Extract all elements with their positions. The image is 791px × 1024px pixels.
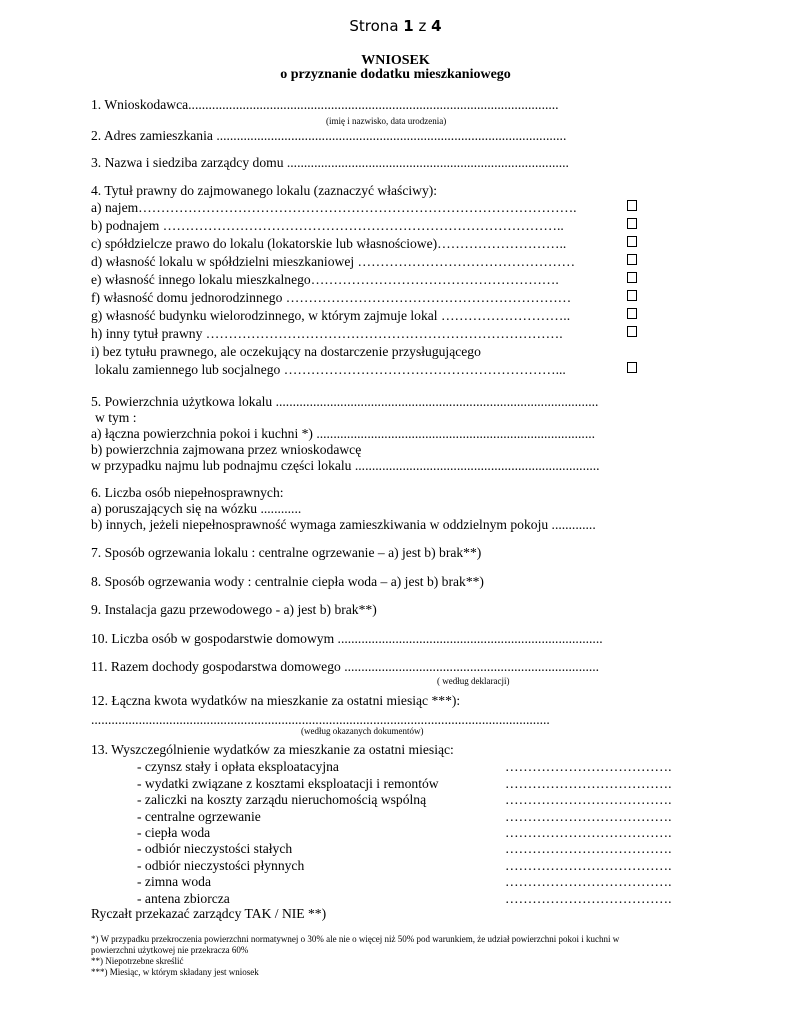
expense-item: - ciepła woda xyxy=(137,825,211,840)
hot-water-field[interactable]: 8. Sposób ogrzewania wody : centralnie ciepła woda – a) jest b) brak**) xyxy=(91,574,484,589)
legal-title-heading: 4. Tytuł prawny do zajmowanego lokalu (zaznaczyć właściwy): xyxy=(91,183,438,198)
expense-item-field[interactable]: ………………………………. xyxy=(505,759,672,774)
legal-title-option-cont: lokalu zamiennego lub socjalnego ……………………………………………………... xyxy=(95,362,566,377)
legal-title-option: f) własność domu jednorodzinnego ……………………………………………………… xyxy=(91,290,572,305)
footnote-1: *) W przypadku przekroczenia powierzchni normatywnej o 30% ale nie o więcej niż 50% pod warunkiem, że udział powierzchni pokoi i kuchni w xyxy=(91,934,620,944)
footnote-1-cont: powierzchni użytkowej nie przekracza 60% xyxy=(91,945,249,955)
occupied-area-label: b) powierzchnia zajmowana przez wnioskodawcę xyxy=(91,442,362,457)
page-total: 4 xyxy=(431,17,442,35)
expense-item-field[interactable]: ………………………………. xyxy=(505,792,672,807)
expense-item-field[interactable]: ………………………………. xyxy=(505,874,672,889)
page-label: Strona xyxy=(349,17,399,35)
expense-item-field[interactable]: ………………………………. xyxy=(505,858,672,873)
legal-title-option: c) spółdzielcze prawo do lokalu (lokatorskie lub własnościowe)……………………….. xyxy=(91,236,567,251)
other-disabled-field[interactable]: b) innych, jeżeli niepełnosprawność wymaga zamieszkiwania w oddzielnym pokoju ............. xyxy=(91,517,596,532)
legal-title-option: d) własność lokalu w spółdzielni mieszkaniowej ………………………………………… xyxy=(91,254,576,269)
form-subtitle: o przyznanie dodatku mieszkaniowego xyxy=(280,67,511,82)
expense-item: - zimna woda xyxy=(137,874,211,889)
address-field[interactable]: 2. Adres zamieszkania ....................................................................................................... xyxy=(91,128,567,143)
legal-title-option: i) bez tytułu prawnego, ale oczekujący na dostarczenie przysługującego xyxy=(91,344,481,359)
expense-item-field[interactable]: ………………………………. xyxy=(505,891,672,906)
expenses-breakdown-heading: 13. Wyszczególnienie wydatków za mieszkanie za ostatni miesiąc: xyxy=(91,742,454,757)
expenses-total-heading: 12. Łączna kwota wydatków na mieszkanie za ostatni miesiąc ***): xyxy=(91,693,461,708)
legal-title-option: b) podnajem …………………………………………………………………………….. xyxy=(91,218,564,233)
page-header xyxy=(0,17,791,35)
page-sep: z xyxy=(418,17,427,35)
wheelchair-field[interactable]: a) poruszających się na wózku ............ xyxy=(91,501,302,516)
checkbox-dom-jednorodzinny[interactable] xyxy=(627,290,637,301)
applicant-note: (imię i nazwisko, data urodzenia) xyxy=(326,116,447,126)
expense-item-field[interactable]: ………………………………. xyxy=(505,809,672,824)
expense-item-field[interactable]: ………………………………. xyxy=(505,776,672,791)
expense-item: - zaliczki na koszty zarządu nieruchomością wspólną xyxy=(137,792,427,807)
occupied-area-field[interactable]: w przypadku najmu lub podnajmu części lokalu ........................................................................ xyxy=(91,458,600,473)
expense-item: - czynsz stały i opłata eksploatacyjna xyxy=(137,759,339,774)
gas-field[interactable]: 9. Instalacja gazu przewodowego - a) jest b) brak**) xyxy=(91,602,377,617)
household-income-field[interactable]: 11. Razem dochody gospodarstwa domowego ........................................................................... xyxy=(91,659,600,674)
checkbox-spoldzielcze[interactable] xyxy=(627,236,637,247)
expense-item: - wydatki związane z kosztami eksploatacji i remontów xyxy=(137,776,439,791)
footnote-3: ***) Miesiąc, w którym składany jest wniosek xyxy=(91,967,259,977)
checkbox-inny-tytul[interactable] xyxy=(627,326,637,337)
household-size-field[interactable]: 10. Liczba osób w gospodarstwie domowym .............................................................................. xyxy=(91,631,603,646)
legal-title-option: e) własność innego lokalu mieszkalnego………………………………………………. xyxy=(91,272,559,287)
expense-item: - antena zbiorcza xyxy=(137,891,230,906)
administrator-field[interactable]: 3. Nazwa i siedziba zarządcy domu ................................................................................... xyxy=(91,155,569,170)
legal-title-option: a) najem……………………………………………………………………………………. xyxy=(91,200,577,215)
usable-area-including: w tym : xyxy=(95,410,137,425)
legal-title-option: g) własność budynku wielorodzinnego, w którym zajmuje lokal ……………………….. xyxy=(91,308,571,323)
checkbox-bez-tytulu[interactable] xyxy=(627,362,637,373)
checkbox-najem[interactable] xyxy=(627,200,637,211)
expense-item: - odbiór nieczystości płynnych xyxy=(137,858,305,873)
expenses-note: (według okazanych dokumentów) xyxy=(301,726,424,736)
expense-item-field[interactable]: ………………………………. xyxy=(505,841,672,856)
checkbox-budynek-wielorodzinny[interactable] xyxy=(627,308,637,319)
lump-sum-option[interactable]: Ryczałt przekazać zarządcy TAK / NIE **) xyxy=(91,906,327,921)
expenses-total-field[interactable]: ....................................................................................................................................... xyxy=(91,712,550,727)
legal-title-option: h) inny tytuł prawny ……………………………………………………………………. xyxy=(91,326,563,341)
form-title: WNIOSEK xyxy=(361,53,430,68)
heating-field[interactable]: 7. Sposób ogrzewania lokalu : centralne ogrzewanie – a) jest b) brak**) xyxy=(91,545,482,560)
checkbox-inny-lokal[interactable] xyxy=(627,272,637,283)
checkbox-podnajem[interactable] xyxy=(627,218,637,229)
expense-item: - centralne ogrzewanie xyxy=(137,809,261,824)
applicant-field[interactable]: 1. Wnioskodawca............................................................................................................. xyxy=(91,97,559,112)
usable-area-field[interactable]: 5. Powierzchnia użytkowa lokalu ............................................................................................... xyxy=(91,394,599,409)
expense-item: - odbiór nieczystości stałych xyxy=(137,841,293,856)
page-number: 1 xyxy=(403,17,414,35)
disabled-heading: 6. Liczba osób niepełnosprawnych: xyxy=(91,485,284,500)
rooms-area-field[interactable]: a) łączna powierzchnia pokoi i kuchni *) .................................................................................. xyxy=(91,426,596,441)
footnote-2: **) Niepotrzebne skreślić xyxy=(91,956,184,966)
expense-item-field[interactable]: ………………………………. xyxy=(505,825,672,840)
checkbox-wlasnosc-lokalu[interactable] xyxy=(627,254,637,265)
income-note: ( według deklaracji) xyxy=(437,676,510,686)
